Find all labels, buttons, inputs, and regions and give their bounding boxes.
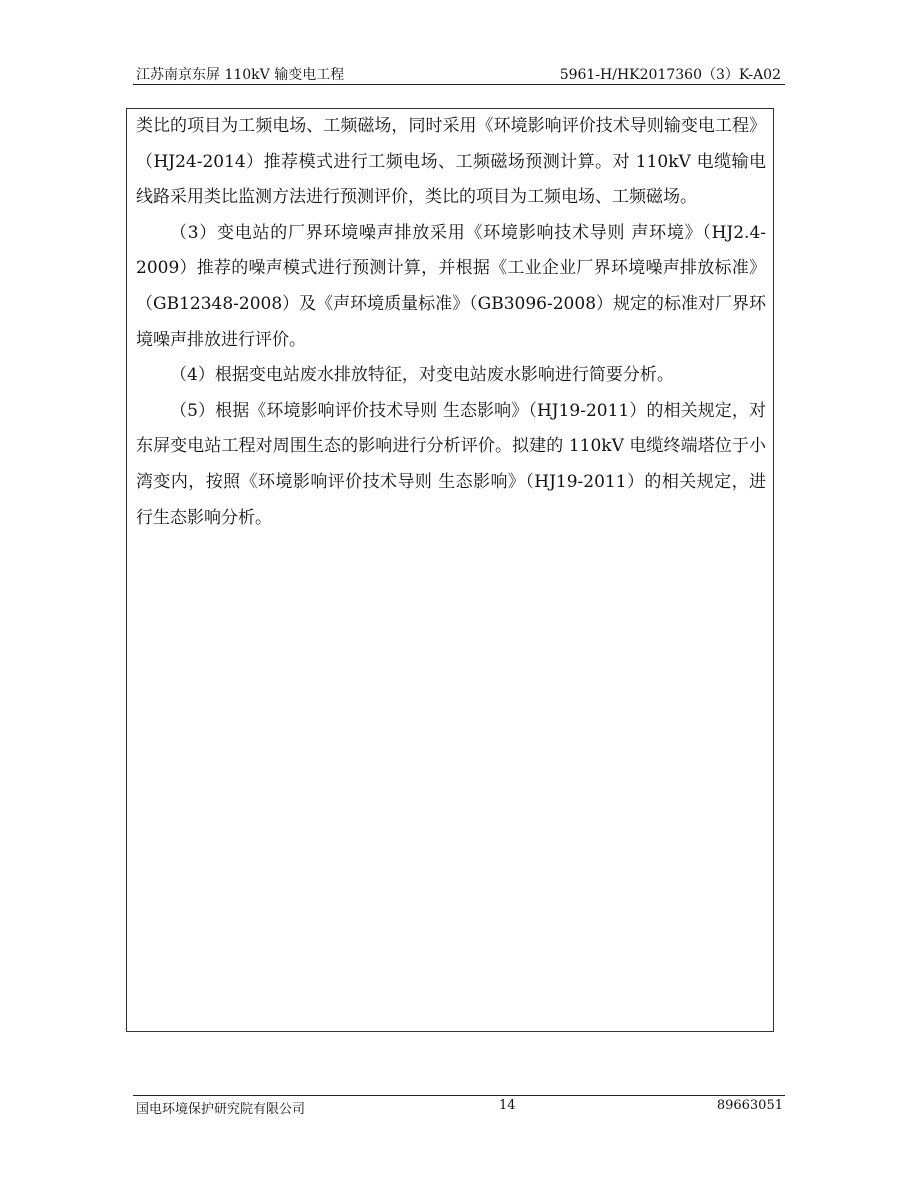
paragraph-noise-assessment: （3）变电站的厂界环境噪声排放采用《环境影响技术导则 声环境》（HJ2.4-2009）推荐的噪声模式进行预测计算，并根据《工业企业厂界环境噪声排放标准》（GB12348-2008）及《声环境质量标准》（GB3096-2008）规定的标准对厂界环境噪声排放进行评价。 bbox=[136, 222, 767, 350]
page-header bbox=[133, 64, 783, 86]
page-footer bbox=[133, 1098, 785, 1118]
paragraph-wastewater-analysis: （4）根据变电站废水排放特征，对变电站废水影响进行简要分析。 bbox=[170, 365, 674, 386]
header-project-title: 江苏南京东屏 110kV 输变电工程 bbox=[136, 67, 345, 83]
page-number: 14 bbox=[499, 1098, 516, 1113]
footer-phone: 89663051 bbox=[716, 1098, 783, 1113]
footer-divider bbox=[133, 1095, 785, 1096]
footer-organization: 国电环境保护研究院有限公司 bbox=[136, 1102, 306, 1117]
header-document-code: 5961-H/HK2017360（3）K-A02 bbox=[559, 67, 781, 83]
content-frame bbox=[126, 108, 774, 1032]
header-divider bbox=[133, 84, 785, 85]
paragraph-continued: 类比的项目为工频电场、工频磁场，同时采用《环境影响评价技术导则输变电工程》（HJ24-2014）推荐模式进行工频电场、工频磁场预测计算。对 110kV 电缆输电线路采用类比监测方法进行预测评价，类比的项目为工频电场、工频磁场。 bbox=[136, 116, 766, 208]
body-text bbox=[136, 109, 766, 536]
paragraph-ecology-assessment: （5）根据《环境影响评价技术导则 生态影响》（HJ19-2011）的相关规定，对东屏变电站工程对周围生态的影响进行分析评价。拟建的 110kV 电缆终端塔位于小湾变内，按照《环境影响评价技术导则 生态影响》（HJ19-2011）的相关规定，进行生态影响分析。 bbox=[136, 400, 766, 528]
